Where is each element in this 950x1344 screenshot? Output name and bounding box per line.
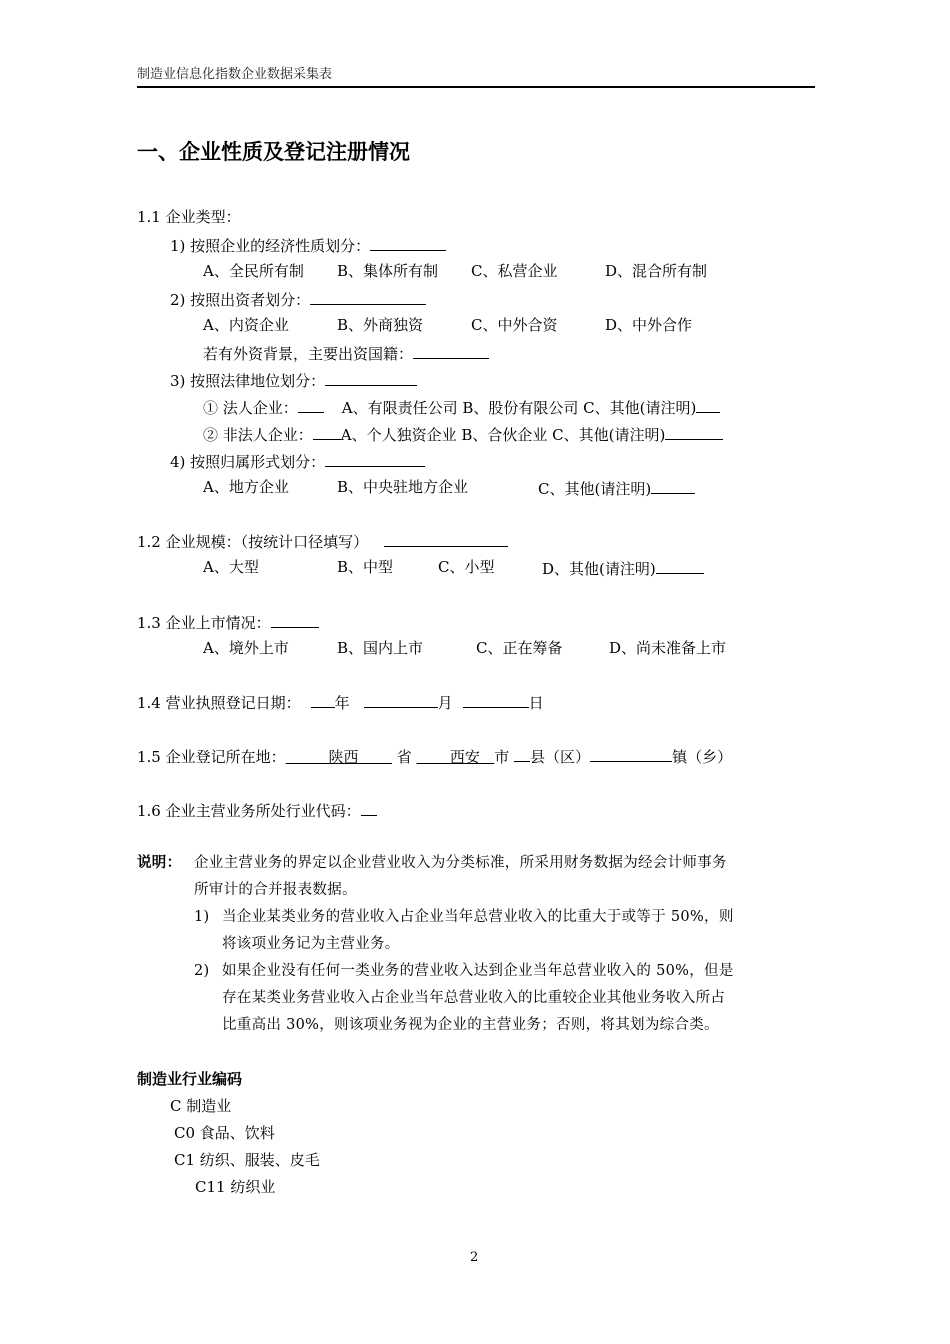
q1-3-option-a: A、境外上市 (203, 639, 289, 657)
q1-1-sub4-label: 4) 按照归属形式划分： (170, 453, 326, 471)
q1-4-year-blank[interactable] (311, 691, 335, 708)
q1-1-sub1-option-d: D、混合所有制 (605, 262, 708, 280)
q1-1-legal-options: A、有限责任公司 B、股份有限公司 C、其他(请注明) (341, 399, 697, 417)
q1-5-city-field[interactable]: 西安 (449, 748, 480, 766)
q1-1-sub1-option-a: A、全民所有制 (203, 262, 304, 280)
q1-6-label: 1.6 企业主营业务所处行业代码： (137, 802, 361, 820)
q1-1-nonlegal (203, 423, 723, 445)
q1-1-sub4 (170, 450, 425, 472)
header-rule (137, 86, 815, 88)
q1-3-option-c: C、正在筹备 (476, 639, 563, 657)
q1-1-sub1-label: 1) 按照企业的经济性质划分： (170, 237, 371, 255)
q1-2-option-a: A、大型 (203, 558, 259, 576)
q1-2-other-blank[interactable] (656, 557, 704, 574)
q1-4-month-blank[interactable] (364, 691, 438, 708)
q1-1-sub2-option-c: C、中外合资 (471, 316, 558, 334)
note-item-2-line-2: 存在某类业务营业收入占企业当年总营业收入的比重较企业其他业务收入所占 (222, 990, 726, 1006)
q1-2-blank[interactable] (384, 530, 508, 547)
note-item-1-line-1: 当企业某类业务的营业收入占企业当年总营业收入的比重大于或等于 50%，则 (222, 909, 734, 925)
note-item-2-number: 2) (194, 963, 210, 979)
q1-4-label: 1.4 营业执照登记日期： (137, 694, 301, 712)
q1-1-sub4-option-c: C、其他(请注明) (538, 477, 695, 499)
q1-1-sub2-blank[interactable] (310, 288, 426, 305)
note-label: 说明： (137, 855, 182, 871)
q1-2-label: 1.2 企业规模：（按统计口径填写） (137, 533, 369, 551)
q1-1-legal-prefix: ① 法人企业： (203, 399, 298, 417)
q1-1-sub4-blank[interactable] (325, 450, 425, 467)
q1-2-option-b: B、中型 (337, 558, 394, 576)
running-header: 制造业信息化指数企业数据采集表 (137, 67, 333, 82)
q1-1-foreign-blank[interactable] (413, 342, 489, 359)
q1-5-label: 1.5 企业登记所在地： (137, 748, 286, 766)
q1-1-sub4-option-a: A、地方企业 (203, 478, 289, 496)
q1-3-option-d: D、尚未准备上市 (609, 639, 727, 657)
note-line-2: 所审计的合并报表数据。 (194, 882, 357, 898)
q1-6 (137, 799, 377, 821)
q1-1-sub2-option-d: D、中外合作 (605, 316, 693, 334)
q1-6-blank[interactable] (361, 799, 377, 816)
q1-1-sub1 (170, 234, 446, 256)
q1-3-blank[interactable] (271, 611, 319, 628)
q1-2 (137, 530, 508, 552)
q1-1-nonlegal-blank[interactable] (313, 423, 341, 440)
q1-5-province-field[interactable]: 陕西 (328, 748, 359, 766)
q1-5: 1.5 企业登记所在地： 陕西 省 西安 市 县（区） 镇（乡） (137, 745, 732, 767)
q1-1-sub2-option-b: B、外商独资 (337, 316, 424, 334)
q1-1-sub4-option-b: B、中央驻地方企业 (337, 478, 469, 496)
q1-1-nonlegal-other-blank[interactable] (665, 423, 723, 440)
q1-1-nonlegal-options: A、个人独资企业 B、合伙企业 C、其他(请注明) (340, 426, 666, 444)
q1-1-sub3-blank[interactable] (325, 369, 417, 386)
q1-5-county-blank[interactable] (514, 745, 530, 762)
q1-1-foreign-label: 若有外资背景，主要出资国籍： (203, 345, 414, 363)
q1-4-day-blank[interactable] (463, 691, 529, 708)
note-item-1-line-2: 将该项业务记为主营业务。 (222, 936, 400, 952)
q1-1-sub2-label: 2) 按照出资者划分： (170, 291, 311, 309)
note-item-2-line-1: 如果企业没有任何一类业务的营业收入达到企业当年总营业收入的 50%，但是 (222, 963, 734, 979)
code-item-c11: C11 纺织业 (195, 1178, 276, 1196)
note-item-2-line-3: 比重高出 30%，则该项业务视为企业的主营业务；否则，将其划为综合类。 (222, 1017, 719, 1033)
q1-5-town-blank[interactable] (590, 745, 672, 762)
q1-1-nonlegal-prefix: ② 非法人企业： (203, 426, 313, 444)
q1-2-option-c: C、小型 (438, 558, 495, 576)
q1-2-option-d: D、其他(请注明) (542, 557, 704, 579)
q1-1-sub2 (170, 288, 426, 310)
q1-1-sub3 (170, 369, 417, 391)
q1-3-option-b: B、国内上市 (337, 639, 424, 657)
q1-1-legal-blank[interactable] (298, 396, 324, 413)
q1-1-legal-other-blank[interactable] (696, 396, 720, 413)
code-item-c1: C1 纺织、服装、皮毛 (174, 1151, 320, 1169)
note-item-1-number: 1) (194, 909, 210, 925)
q1-1-legal (203, 396, 720, 418)
page-number: 2 (470, 1250, 479, 1265)
q1-4: 1.4 营业执照登记日期： 年 月 日 (137, 691, 544, 713)
q1-1-sub4-other-blank[interactable] (651, 477, 695, 494)
q1-1-label: 1.1 企业类型： (137, 208, 241, 226)
section-title: 一、企业性质及登记注册情况 (137, 140, 410, 164)
q1-1-sub1-blank[interactable] (370, 234, 446, 251)
code-item-c: C 制造业 (170, 1097, 232, 1115)
q1-1-foreign (203, 342, 489, 364)
code-item-c0: C0 食品、饮料 (174, 1124, 275, 1142)
q1-1-sub1-option-b: B、集体所有制 (337, 262, 439, 280)
q1-1-sub1-option-c: C、私营企业 (471, 262, 558, 280)
codes-title: 制造业行业编码 (137, 1070, 243, 1088)
q1-1-sub2-option-a: A、内资企业 (203, 316, 289, 334)
q1-3-label: 1.3 企业上市情况： (137, 614, 271, 632)
q1-3 (137, 611, 319, 633)
q1-1-sub3-label: 3) 按照法律地位划分： (170, 372, 326, 390)
note-line-1: 企业主营业务的界定以企业营业收入为分类标准，所采用财务数据为经会计师事务 (194, 855, 727, 871)
